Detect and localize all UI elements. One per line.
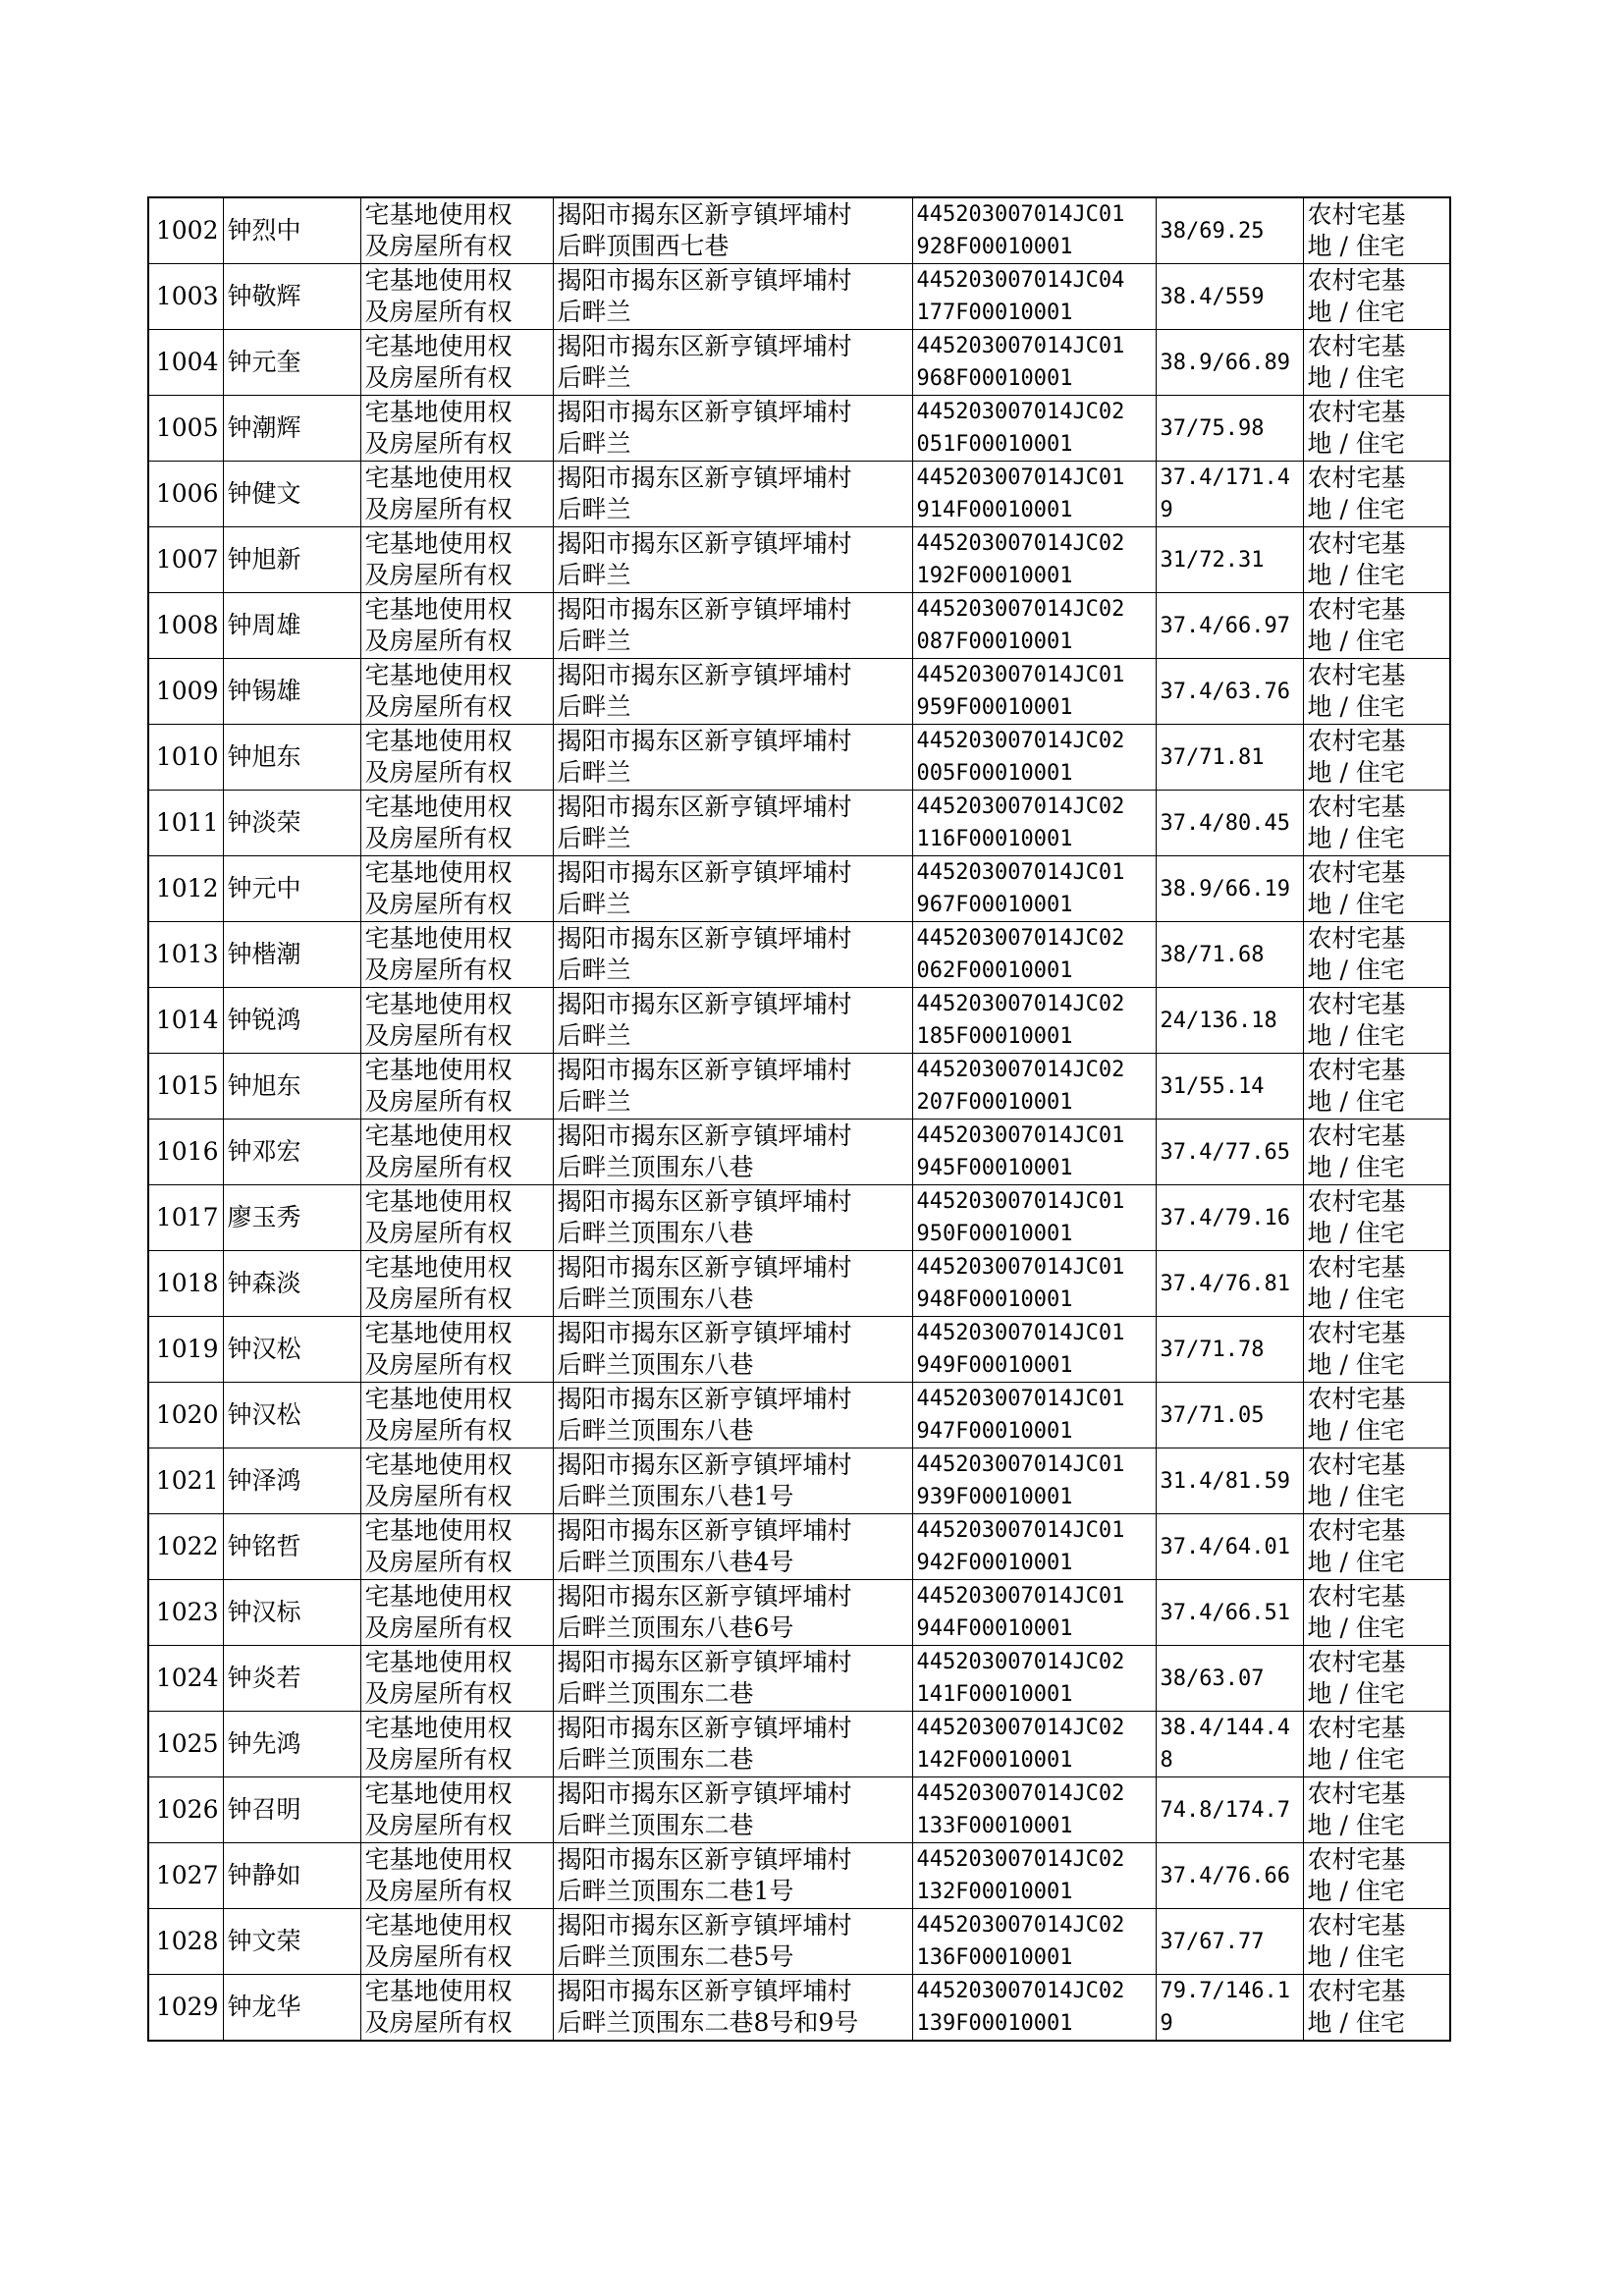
land-use-cell: 农村宅基 地 / 住宅: [1303, 1054, 1450, 1120]
right-type-cell: 宅基地使用权 及房屋所有权: [360, 725, 553, 791]
area-value-cell: 37.4/171.49: [1156, 462, 1303, 527]
location-cell: 揭阳市揭东区新亨镇坪埔村 后畔兰: [553, 988, 912, 1054]
owner-name-cell: 钟召明: [223, 1777, 360, 1843]
location-cell: 揭阳市揭东区新亨镇坪埔村 后畔兰顶围东二巷5号: [553, 1909, 912, 1975]
certificate-number-cell: 445203007014JC02 116F00010001: [912, 791, 1156, 856]
certificate-number-cell: 445203007014JC01 947F00010001: [912, 1383, 1156, 1448]
location-cell: 揭阳市揭东区新亨镇坪埔村 后畔兰顶围东二巷: [553, 1646, 912, 1712]
owner-name-cell: 钟潮辉: [223, 396, 360, 462]
row-number-cell: 1018: [148, 1251, 223, 1317]
row-number-cell: 1012: [148, 856, 223, 922]
row-number-cell: 1024: [148, 1646, 223, 1712]
table-row: [148, 1975, 1450, 2042]
area-value-cell: 24/136.18: [1156, 988, 1303, 1054]
table-row: [148, 197, 1450, 264]
area-value-cell: 37.4/79.16: [1156, 1185, 1303, 1251]
land-use-cell: 农村宅基 地 / 住宅: [1303, 396, 1450, 462]
certificate-number-cell: 445203007014JC02 062F00010001: [912, 922, 1156, 988]
right-type-cell: 宅基地使用权 及房屋所有权: [360, 330, 553, 396]
certificate-number-cell: 445203007014JC01 928F00010001: [912, 197, 1156, 264]
row-number-cell: 1021: [148, 1448, 223, 1514]
row-number-cell: 1017: [148, 1185, 223, 1251]
row-number-cell: 1027: [148, 1843, 223, 1909]
area-value-cell: 37/67.77: [1156, 1909, 1303, 1975]
owner-name-cell: 钟旭新: [223, 527, 360, 593]
location-cell: 揭阳市揭东区新亨镇坪埔村 后畔兰: [553, 856, 912, 922]
area-value-cell: 37.4/76.81: [1156, 1251, 1303, 1317]
certificate-number-cell: 445203007014JC01 939F00010001: [912, 1448, 1156, 1514]
table-row: [148, 1646, 1450, 1712]
right-type-cell: 宅基地使用权 及房屋所有权: [360, 1317, 553, 1383]
table-body: [148, 197, 1450, 2041]
owner-name-cell: 钟汉松: [223, 1317, 360, 1383]
land-use-cell: 农村宅基 地 / 住宅: [1303, 330, 1450, 396]
land-use-cell: 农村宅基 地 / 住宅: [1303, 462, 1450, 527]
table-row: [148, 1383, 1450, 1448]
right-type-cell: 宅基地使用权 及房屋所有权: [360, 527, 553, 593]
owner-name-cell: 钟炎若: [223, 1646, 360, 1712]
location-cell: 揭阳市揭东区新亨镇坪埔村 后畔兰顶围东八巷: [553, 1383, 912, 1448]
certificate-number-cell: 445203007014JC02 141F00010001: [912, 1646, 1156, 1712]
row-number-cell: 1007: [148, 527, 223, 593]
table-row: [148, 396, 1450, 462]
land-use-cell: 农村宅基 地 / 住宅: [1303, 1383, 1450, 1448]
area-value-cell: 37/75.98: [1156, 396, 1303, 462]
right-type-cell: 宅基地使用权 及房屋所有权: [360, 1909, 553, 1975]
location-cell: 揭阳市揭东区新亨镇坪埔村 后畔兰: [553, 725, 912, 791]
table-row: [148, 856, 1450, 922]
owner-name-cell: 钟敬辉: [223, 264, 360, 330]
certificate-number-cell: 445203007014JC01 959F00010001: [912, 659, 1156, 725]
land-use-cell: 农村宅基 地 / 住宅: [1303, 791, 1450, 856]
certificate-number-cell: 445203007014JC02 185F00010001: [912, 988, 1156, 1054]
area-value-cell: 38/71.68: [1156, 922, 1303, 988]
certificate-number-cell: 445203007014JC02 192F00010001: [912, 527, 1156, 593]
right-type-cell: 宅基地使用权 及房屋所有权: [360, 659, 553, 725]
land-use-cell: 农村宅基 地 / 住宅: [1303, 1448, 1450, 1514]
owner-name-cell: 钟旭东: [223, 1054, 360, 1120]
owner-name-cell: 钟锐鸿: [223, 988, 360, 1054]
land-use-cell: 农村宅基 地 / 住宅: [1303, 1251, 1450, 1317]
right-type-cell: 宅基地使用权 及房屋所有权: [360, 856, 553, 922]
location-cell: 揭阳市揭东区新亨镇坪埔村 后畔兰顶围东八巷1号: [553, 1448, 912, 1514]
certificate-number-cell: 445203007014JC02 005F00010001: [912, 725, 1156, 791]
owner-name-cell: 钟旭东: [223, 725, 360, 791]
location-cell: 揭阳市揭东区新亨镇坪埔村 后畔兰: [553, 922, 912, 988]
certificate-number-cell: 445203007014JC02 142F00010001: [912, 1712, 1156, 1777]
certificate-number-cell: 445203007014JC02 132F00010001: [912, 1843, 1156, 1909]
land-use-cell: 农村宅基 地 / 住宅: [1303, 988, 1450, 1054]
right-type-cell: 宅基地使用权 及房屋所有权: [360, 922, 553, 988]
row-number-cell: 1008: [148, 593, 223, 659]
row-number-cell: 1016: [148, 1120, 223, 1185]
certificate-number-cell: 445203007014JC02 051F00010001: [912, 396, 1156, 462]
table-row: [148, 1120, 1450, 1185]
owner-name-cell: 钟汉松: [223, 1383, 360, 1448]
certificate-number-cell: 445203007014JC01 942F00010001: [912, 1514, 1156, 1580]
location-cell: 揭阳市揭东区新亨镇坪埔村 后畔兰: [553, 396, 912, 462]
table-row: [148, 330, 1450, 396]
right-type-cell: 宅基地使用权 及房屋所有权: [360, 791, 553, 856]
land-use-cell: 农村宅基 地 / 住宅: [1303, 1580, 1450, 1646]
certificate-number-cell: 445203007014JC01 945F00010001: [912, 1120, 1156, 1185]
area-value-cell: 37/71.81: [1156, 725, 1303, 791]
row-number-cell: 1009: [148, 659, 223, 725]
location-cell: 揭阳市揭东区新亨镇坪埔村 后畔兰顶围东八巷: [553, 1317, 912, 1383]
location-cell: 揭阳市揭东区新亨镇坪埔村 后畔兰顶围东八巷: [553, 1251, 912, 1317]
table-row: [148, 1448, 1450, 1514]
certificate-number-cell: 445203007014JC01 949F00010001: [912, 1317, 1156, 1383]
table-row: [148, 264, 1450, 330]
location-cell: 揭阳市揭东区新亨镇坪埔村 后畔兰顶围东八巷: [553, 1185, 912, 1251]
right-type-cell: 宅基地使用权 及房屋所有权: [360, 462, 553, 527]
right-type-cell: 宅基地使用权 及房屋所有权: [360, 1580, 553, 1646]
area-value-cell: 79.7/146.19: [1156, 1975, 1303, 2042]
land-use-cell: 农村宅基 地 / 住宅: [1303, 1975, 1450, 2042]
owner-name-cell: 钟健文: [223, 462, 360, 527]
area-value-cell: 38.9/66.89: [1156, 330, 1303, 396]
area-value-cell: 37/71.78: [1156, 1317, 1303, 1383]
location-cell: 揭阳市揭东区新亨镇坪埔村 后畔兰顶围东二巷8号和9号: [553, 1975, 912, 2042]
table-row: [148, 1054, 1450, 1120]
certificate-number-cell: 445203007014JC02 136F00010001: [912, 1909, 1156, 1975]
row-number-cell: 1015: [148, 1054, 223, 1120]
table-row: [148, 1712, 1450, 1777]
land-use-cell: 农村宅基 地 / 住宅: [1303, 1120, 1450, 1185]
right-type-cell: 宅基地使用权 及房屋所有权: [360, 197, 553, 264]
table-row: [148, 593, 1450, 659]
location-cell: 揭阳市揭东区新亨镇坪埔村 后畔兰顶围东八巷6号: [553, 1580, 912, 1646]
certificate-number-cell: 445203007014JC01 944F00010001: [912, 1580, 1156, 1646]
land-use-cell: 农村宅基 地 / 住宅: [1303, 527, 1450, 593]
table-row: [148, 988, 1450, 1054]
area-value-cell: 37.4/64.01: [1156, 1514, 1303, 1580]
right-type-cell: 宅基地使用权 及房屋所有权: [360, 593, 553, 659]
table-row: [148, 791, 1450, 856]
certificate-number-cell: 445203007014JC01 950F00010001: [912, 1185, 1156, 1251]
location-cell: 揭阳市揭东区新亨镇坪埔村 后畔顶围西七巷: [553, 197, 912, 264]
owner-name-cell: 廖玉秀: [223, 1185, 360, 1251]
location-cell: 揭阳市揭东区新亨镇坪埔村 后畔兰顶围东二巷1号: [553, 1843, 912, 1909]
table-row: [148, 1317, 1450, 1383]
row-number-cell: 1029: [148, 1975, 223, 2042]
area-value-cell: 74.8/174.7: [1156, 1777, 1303, 1843]
area-value-cell: 31/72.31: [1156, 527, 1303, 593]
owner-name-cell: 钟先鸿: [223, 1712, 360, 1777]
land-use-cell: 农村宅基 地 / 住宅: [1303, 1909, 1450, 1975]
area-value-cell: 37.4/77.65: [1156, 1120, 1303, 1185]
land-use-cell: 农村宅基 地 / 住宅: [1303, 264, 1450, 330]
certificate-number-cell: 445203007014JC02 139F00010001: [912, 1975, 1156, 2042]
location-cell: 揭阳市揭东区新亨镇坪埔村 后畔兰: [553, 593, 912, 659]
land-use-cell: 农村宅基 地 / 住宅: [1303, 1317, 1450, 1383]
land-use-cell: 农村宅基 地 / 住宅: [1303, 1712, 1450, 1777]
location-cell: 揭阳市揭东区新亨镇坪埔村 后畔兰顶围东八巷: [553, 1120, 912, 1185]
area-value-cell: 31.4/81.59: [1156, 1448, 1303, 1514]
certificate-number-cell: 445203007014JC01 948F00010001: [912, 1251, 1156, 1317]
land-use-cell: 农村宅基 地 / 住宅: [1303, 1514, 1450, 1580]
right-type-cell: 宅基地使用权 及房屋所有权: [360, 1975, 553, 2042]
row-number-cell: 1010: [148, 725, 223, 791]
right-type-cell: 宅基地使用权 及房屋所有权: [360, 1777, 553, 1843]
table-row: [148, 462, 1450, 527]
row-number-cell: 1023: [148, 1580, 223, 1646]
location-cell: 揭阳市揭东区新亨镇坪埔村 后畔兰: [553, 264, 912, 330]
certificate-number-cell: 445203007014JC01 967F00010001: [912, 856, 1156, 922]
owner-name-cell: 钟铭哲: [223, 1514, 360, 1580]
location-cell: 揭阳市揭东区新亨镇坪埔村 后畔兰顶围东八巷4号: [553, 1514, 912, 1580]
location-cell: 揭阳市揭东区新亨镇坪埔村 后畔兰: [553, 791, 912, 856]
right-type-cell: 宅基地使用权 及房屋所有权: [360, 1054, 553, 1120]
registry-table: [147, 196, 1451, 2042]
location-cell: 揭阳市揭东区新亨镇坪埔村 后畔兰: [553, 527, 912, 593]
location-cell: 揭阳市揭东区新亨镇坪埔村 后畔兰: [553, 659, 912, 725]
table-row: [148, 1185, 1450, 1251]
land-use-cell: 农村宅基 地 / 住宅: [1303, 856, 1450, 922]
area-value-cell: 37.4/76.66: [1156, 1843, 1303, 1909]
land-use-cell: 农村宅基 地 / 住宅: [1303, 1185, 1450, 1251]
right-type-cell: 宅基地使用权 及房屋所有权: [360, 1120, 553, 1185]
owner-name-cell: 钟泽鸿: [223, 1448, 360, 1514]
land-use-cell: 农村宅基 地 / 住宅: [1303, 1843, 1450, 1909]
land-use-cell: 农村宅基 地 / 住宅: [1303, 593, 1450, 659]
table-row: [148, 1514, 1450, 1580]
location-cell: 揭阳市揭东区新亨镇坪埔村 后畔兰: [553, 330, 912, 396]
land-use-cell: 农村宅基 地 / 住宅: [1303, 659, 1450, 725]
owner-name-cell: 钟元中: [223, 856, 360, 922]
right-type-cell: 宅基地使用权 及房屋所有权: [360, 1448, 553, 1514]
right-type-cell: 宅基地使用权 及房屋所有权: [360, 264, 553, 330]
owner-name-cell: 钟森淡: [223, 1251, 360, 1317]
land-use-cell: 农村宅基 地 / 住宅: [1303, 922, 1450, 988]
right-type-cell: 宅基地使用权 及房屋所有权: [360, 1646, 553, 1712]
area-value-cell: 38.4/559: [1156, 264, 1303, 330]
area-value-cell: 37.4/63.76: [1156, 659, 1303, 725]
land-use-cell: 农村宅基 地 / 住宅: [1303, 1646, 1450, 1712]
table-row: [148, 659, 1450, 725]
area-value-cell: 38.4/144.48: [1156, 1712, 1303, 1777]
owner-name-cell: 钟烈中: [223, 197, 360, 264]
owner-name-cell: 钟邓宏: [223, 1120, 360, 1185]
table-row: [148, 1580, 1450, 1646]
row-number-cell: 1028: [148, 1909, 223, 1975]
right-type-cell: 宅基地使用权 及房屋所有权: [360, 988, 553, 1054]
land-use-cell: 农村宅基 地 / 住宅: [1303, 725, 1450, 791]
owner-name-cell: 钟静如: [223, 1843, 360, 1909]
owner-name-cell: 钟周雄: [223, 593, 360, 659]
certificate-number-cell: 445203007014JC01 914F00010001: [912, 462, 1156, 527]
area-value-cell: 31/55.14: [1156, 1054, 1303, 1120]
certificate-number-cell: 445203007014JC02 133F00010001: [912, 1777, 1156, 1843]
area-value-cell: 37.4/66.51: [1156, 1580, 1303, 1646]
table-row: [148, 1777, 1450, 1843]
area-value-cell: 37.4/80.45: [1156, 791, 1303, 856]
owner-name-cell: 钟锡雄: [223, 659, 360, 725]
location-cell: 揭阳市揭东区新亨镇坪埔村 后畔兰: [553, 462, 912, 527]
area-value-cell: 37.4/66.97: [1156, 593, 1303, 659]
table-row: [148, 1909, 1450, 1975]
area-value-cell: 38.9/66.19: [1156, 856, 1303, 922]
owner-name-cell: 钟龙华: [223, 1975, 360, 2042]
certificate-number-cell: 445203007014JC02 207F00010001: [912, 1054, 1156, 1120]
certificate-number-cell: 445203007014JC01 968F00010001: [912, 330, 1156, 396]
row-number-cell: 1019: [148, 1317, 223, 1383]
table-row: [148, 527, 1450, 593]
land-use-cell: 农村宅基 地 / 住宅: [1303, 197, 1450, 264]
owner-name-cell: 钟汉标: [223, 1580, 360, 1646]
row-number-cell: 1011: [148, 791, 223, 856]
right-type-cell: 宅基地使用权 及房屋所有权: [360, 1514, 553, 1580]
row-number-cell: 1020: [148, 1383, 223, 1448]
row-number-cell: 1003: [148, 264, 223, 330]
owner-name-cell: 钟元奎: [223, 330, 360, 396]
area-value-cell: 38/69.25: [1156, 197, 1303, 264]
row-number-cell: 1013: [148, 922, 223, 988]
row-number-cell: 1002: [148, 197, 223, 264]
row-number-cell: 1025: [148, 1712, 223, 1777]
area-value-cell: 37/71.05: [1156, 1383, 1303, 1448]
right-type-cell: 宅基地使用权 及房屋所有权: [360, 1251, 553, 1317]
right-type-cell: 宅基地使用权 及房屋所有权: [360, 396, 553, 462]
area-value-cell: 38/63.07: [1156, 1646, 1303, 1712]
location-cell: 揭阳市揭东区新亨镇坪埔村 后畔兰顶围东二巷: [553, 1712, 912, 1777]
table-row: [148, 725, 1450, 791]
row-number-cell: 1026: [148, 1777, 223, 1843]
row-number-cell: 1006: [148, 462, 223, 527]
owner-name-cell: 钟文荣: [223, 1909, 360, 1975]
registry-sheet: [147, 196, 1451, 2042]
right-type-cell: 宅基地使用权 及房屋所有权: [360, 1185, 553, 1251]
location-cell: 揭阳市揭东区新亨镇坪埔村 后畔兰: [553, 1054, 912, 1120]
row-number-cell: 1014: [148, 988, 223, 1054]
row-number-cell: 1004: [148, 330, 223, 396]
right-type-cell: 宅基地使用权 及房屋所有权: [360, 1383, 553, 1448]
owner-name-cell: 钟淡荣: [223, 791, 360, 856]
certificate-number-cell: 445203007014JC02 087F00010001: [912, 593, 1156, 659]
row-number-cell: 1005: [148, 396, 223, 462]
land-use-cell: 农村宅基 地 / 住宅: [1303, 1777, 1450, 1843]
location-cell: 揭阳市揭东区新亨镇坪埔村 后畔兰顶围东二巷: [553, 1777, 912, 1843]
owner-name-cell: 钟楷潮: [223, 922, 360, 988]
table-row: [148, 1843, 1450, 1909]
table-row: [148, 922, 1450, 988]
row-number-cell: 1022: [148, 1514, 223, 1580]
table-row: [148, 1251, 1450, 1317]
certificate-number-cell: 445203007014JC04 177F00010001: [912, 264, 1156, 330]
right-type-cell: 宅基地使用权 及房屋所有权: [360, 1712, 553, 1777]
right-type-cell: 宅基地使用权 及房屋所有权: [360, 1843, 553, 1909]
